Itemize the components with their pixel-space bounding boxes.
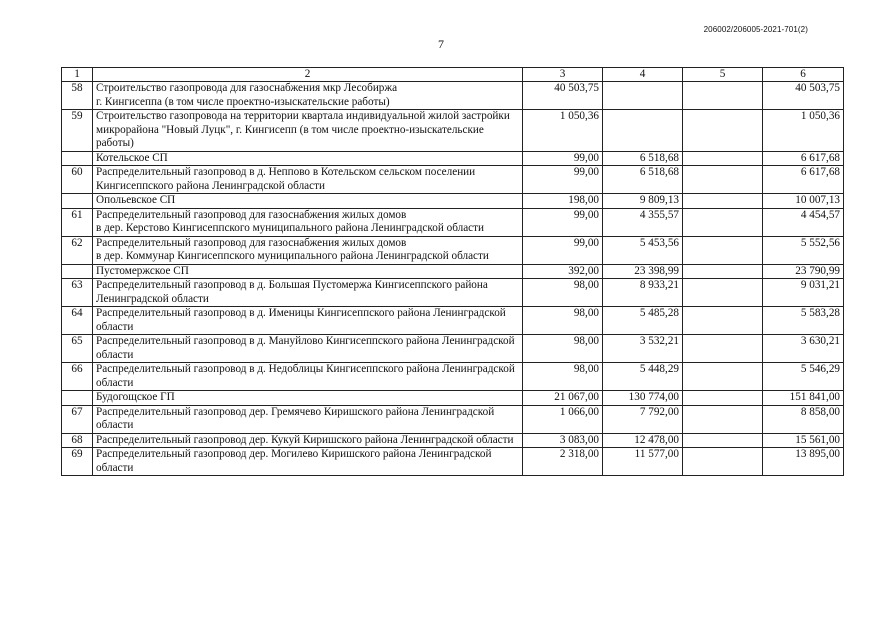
row-number-cell: 65 [62,335,93,363]
value-cell-col5 [683,335,763,363]
table-row [62,433,844,448]
row-name-cell: Строительство газопровода для газоснабжения мкр Лесобиржа г. Кингисеппа (в том числе проектно-изыскательские работы) [93,82,523,110]
value-cell-col5 [683,194,763,209]
table-row [62,110,844,152]
value-cell-col5 [683,391,763,406]
value-cell-col3: 3 083,00 [523,433,603,448]
value-cell-col6: 9 031,21 [763,279,844,307]
value-cell-col3: 198,00 [523,194,603,209]
value-cell-col5 [683,307,763,335]
row-number-cell: 66 [62,363,93,391]
value-cell-col3: 21 067,00 [523,391,603,406]
column-header: 5 [683,68,763,82]
value-cell-col5 [683,151,763,166]
value-cell-col6: 1 050,36 [763,110,844,152]
table-row [62,405,844,433]
table-row [62,279,844,307]
value-cell-col6: 23 790,99 [763,264,844,279]
value-cell-col6: 6 617,68 [763,166,844,194]
value-cell-col5 [683,208,763,236]
table-subtotal-row [62,391,844,406]
row-number-cell: 67 [62,405,93,433]
table-subtotal-row [62,194,844,209]
value-cell-col3: 99,00 [523,166,603,194]
value-cell-col4 [603,110,683,152]
value-cell-col4: 5 453,56 [603,236,683,264]
value-cell-col4: 130 774,00 [603,391,683,406]
value-cell-col6: 151 841,00 [763,391,844,406]
document-id: 206002/206005-2021-701(2) [703,25,808,34]
value-cell-col5 [683,236,763,264]
row-number-cell: 64 [62,307,93,335]
column-header: 2 [93,68,523,82]
value-cell-col3: 40 503,75 [523,82,603,110]
column-header: 3 [523,68,603,82]
value-cell-col4 [603,82,683,110]
value-cell-col6: 8 858,00 [763,405,844,433]
row-name-cell: Распределительный газопровод дер. Кукуй Киришского района Ленинградской области [93,433,523,448]
column-header: 4 [603,68,683,82]
value-cell-col5 [683,166,763,194]
value-cell-col3: 99,00 [523,151,603,166]
column-header: 1 [62,68,93,82]
row-name-cell: Котельское СП [93,151,523,166]
value-cell-col5 [683,433,763,448]
row-number-cell: 69 [62,448,93,476]
value-cell-col6: 13 895,00 [763,448,844,476]
row-name-cell: Распределительный газопровод для газоснабжения жилых домов в дер. Керстово Кингисеппского муниципального района Ленинградской области [93,208,523,236]
value-cell-col4: 12 478,00 [603,433,683,448]
row-name-cell: Распределительный газопровод в д. Недоблицы Кингисеппского района Ленинградской области [93,363,523,391]
row-name-cell: Опольевское СП [93,194,523,209]
value-cell-col6: 4 454,57 [763,208,844,236]
value-cell-col6: 3 630,21 [763,335,844,363]
row-name-cell: Пустомержское СП [93,264,523,279]
value-cell-col6: 5 546,29 [763,363,844,391]
value-cell-col6: 6 617,68 [763,151,844,166]
row-name-cell: Распределительный газопровод для газоснабжения жилых домов в дер. Коммунар Кингисеппского муниципального района Ленинградской области [93,236,523,264]
value-cell-col5 [683,448,763,476]
data-table [61,67,844,476]
value-cell-col6: 15 561,00 [763,433,844,448]
row-number-cell [62,391,93,406]
column-header: 6 [763,68,844,82]
value-cell-col4: 5 485,28 [603,307,683,335]
row-number-cell: 59 [62,110,93,152]
value-cell-col5 [683,405,763,433]
row-name-cell: Распределительный газопровод в д. Неппово в Котельском сельском поселении Кингисеппского района Ленинградской области [93,166,523,194]
value-cell-col4: 3 532,21 [603,335,683,363]
row-name-cell: Будогощское ГП [93,391,523,406]
value-cell-col3: 2 318,00 [523,448,603,476]
value-cell-col4: 8 933,21 [603,279,683,307]
value-cell-col6: 5 583,28 [763,307,844,335]
row-number-cell: 60 [62,166,93,194]
value-cell-col4: 6 518,68 [603,166,683,194]
value-cell-col3: 1 050,36 [523,110,603,152]
row-name-cell: Распределительный газопровод в д. Большая Пустомержа Кингисеппского района Ленинградской области [93,279,523,307]
row-number-cell [62,264,93,279]
value-cell-col3: 392,00 [523,264,603,279]
value-cell-col3: 98,00 [523,335,603,363]
value-cell-col4: 9 809,13 [603,194,683,209]
table-row [62,236,844,264]
value-cell-col4: 4 355,57 [603,208,683,236]
value-cell-col5 [683,82,763,110]
value-cell-col6: 40 503,75 [763,82,844,110]
value-cell-col3: 98,00 [523,279,603,307]
value-cell-col4: 23 398,99 [603,264,683,279]
table-header-row [62,68,844,82]
row-number-cell: 68 [62,433,93,448]
table-row [62,166,844,194]
value-cell-col3: 98,00 [523,363,603,391]
value-cell-col5 [683,279,763,307]
row-name-cell: Распределительный газопровод дер. Могилево Киришского района Ленинградской области [93,448,523,476]
value-cell-col4: 6 518,68 [603,151,683,166]
value-cell-col3: 1 066,00 [523,405,603,433]
row-name-cell: Строительство газопровода на территории квартала индивидуальной жилой застройки микрорайона "Новый Луцк", г. Кингисепп (в том числе проектно-изыскательские работы) [93,110,523,152]
table-subtotal-row [62,264,844,279]
value-cell-col5 [683,110,763,152]
table-row [62,82,844,110]
row-number-cell: 62 [62,236,93,264]
table-row [62,448,844,476]
value-cell-col5 [683,264,763,279]
value-cell-col4: 7 792,00 [603,405,683,433]
table-row [62,208,844,236]
row-number-cell: 61 [62,208,93,236]
row-name-cell: Распределительный газопровод в д. Мануйлово Кингисеппского района Ленинградской области [93,335,523,363]
table-row [62,307,844,335]
value-cell-col5 [683,363,763,391]
row-number-cell [62,151,93,166]
row-name-cell: Распределительный газопровод в д. Именицы Кингисеппского района Ленинградской области [93,307,523,335]
value-cell-col3: 99,00 [523,208,603,236]
table-row [62,335,844,363]
page-number: 7 [438,37,444,51]
row-number-cell: 58 [62,82,93,110]
value-cell-col3: 99,00 [523,236,603,264]
row-number-cell: 63 [62,279,93,307]
row-number-cell [62,194,93,209]
value-cell-col4: 5 448,29 [603,363,683,391]
value-cell-col6: 5 552,56 [763,236,844,264]
value-cell-col3: 98,00 [523,307,603,335]
value-cell-col4: 11 577,00 [603,448,683,476]
value-cell-col6: 10 007,13 [763,194,844,209]
table-subtotal-row [62,151,844,166]
table-row [62,363,844,391]
row-name-cell: Распределительный газопровод дер. Гремячево Киришского района Ленинградской области [93,405,523,433]
